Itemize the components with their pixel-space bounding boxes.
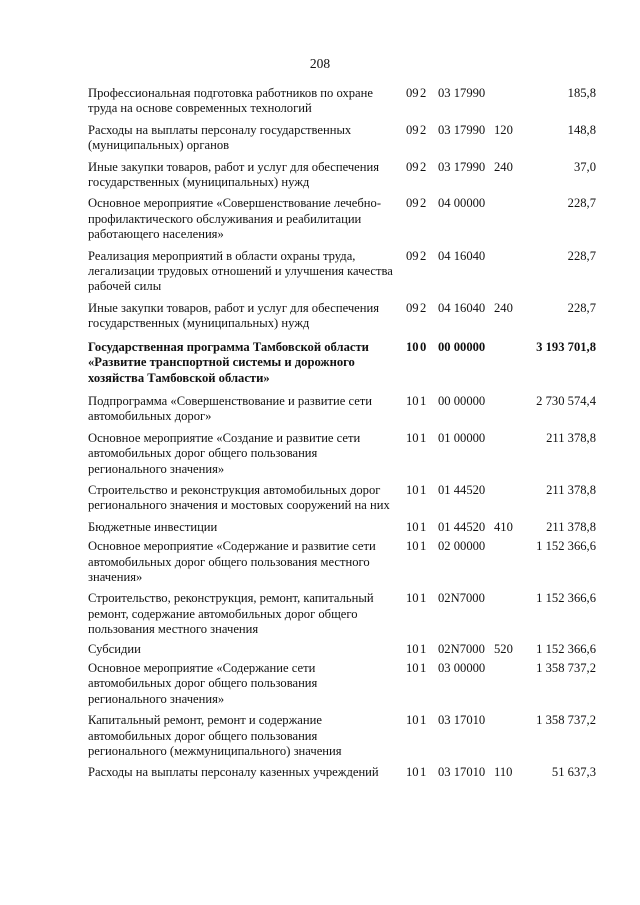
row-codes bbox=[406, 301, 524, 316]
table-row bbox=[88, 483, 608, 514]
table-row bbox=[88, 249, 608, 295]
expense-type-code: 240 bbox=[494, 300, 513, 315]
row-name: Основное мероприятие «Содержание сети автомобильных дорог общего пользования регионального значения» bbox=[88, 661, 318, 706]
budget-table bbox=[88, 86, 608, 781]
row-codes bbox=[406, 160, 524, 175]
table-row bbox=[88, 765, 608, 780]
table-row bbox=[88, 539, 608, 585]
section-code: 10 bbox=[406, 339, 419, 354]
subprogram-code: 2 bbox=[420, 196, 427, 211]
row-name: Иные закупки товаров, работ и услуг для обеспечения государственных (муниципальных) нужд bbox=[88, 300, 380, 331]
subprogram-code: 1 bbox=[420, 641, 427, 656]
subprogram-code: 1 bbox=[420, 393, 427, 408]
row-amount: 148,8 bbox=[567, 122, 596, 137]
row-amount: 51 637,3 bbox=[551, 765, 596, 780]
row-codes bbox=[406, 765, 524, 780]
section-code: 10 bbox=[406, 519, 419, 534]
expense-type-code bbox=[494, 249, 524, 264]
row-name: Основное мероприятие «Совершенствование лечебно-профилактического обслуживания и реабилитации работающего населения» bbox=[88, 196, 382, 242]
row-name: Капитальный ремонт, ремонт и содержание автомобильных дорог общего пользования регионального (межмуниципального) значения bbox=[88, 713, 342, 759]
subprogram-code: 1 bbox=[420, 430, 427, 445]
row-amount: 228,7 bbox=[567, 248, 596, 263]
section-code: 09 bbox=[406, 196, 419, 211]
row-name: Строительство и реконструкция автомобильных дорог регионального значения и мостовых сооружений на них bbox=[88, 482, 390, 513]
expense-type-code bbox=[494, 591, 524, 606]
expense-type-code bbox=[494, 661, 524, 676]
section-code: 09 bbox=[406, 248, 419, 263]
row-name: Иные закупки товаров, работ и услуг для обеспечения государственных (муниципальных) нужд bbox=[88, 159, 380, 190]
subprogram-code: 2 bbox=[420, 300, 427, 315]
section-code: 09 bbox=[406, 159, 419, 174]
table-row bbox=[88, 160, 608, 191]
table-row bbox=[88, 661, 608, 707]
target-code: 02N7000 bbox=[438, 591, 485, 606]
target-code: 04 00000 bbox=[438, 196, 486, 211]
row-amount: 2 730 574,4 bbox=[536, 393, 596, 408]
section-code: 09 bbox=[406, 86, 419, 100]
target-code: 04 16040 bbox=[438, 300, 486, 315]
expense-type-code bbox=[494, 483, 524, 498]
row-amount: 228,7 bbox=[567, 300, 596, 315]
target-code: 00 00000 bbox=[438, 393, 486, 408]
section-code: 10 bbox=[406, 641, 419, 656]
subprogram-code: 1 bbox=[420, 539, 427, 554]
row-codes bbox=[406, 539, 524, 554]
target-code: 00 00000 bbox=[438, 339, 486, 354]
subprogram-code: 1 bbox=[420, 765, 427, 780]
expense-type-code bbox=[494, 340, 524, 355]
row-amount: 211 378,8 bbox=[546, 430, 596, 445]
expense-type-code bbox=[494, 394, 524, 409]
row-amount: 1 152 366,6 bbox=[536, 641, 596, 656]
row-name: Реализация мероприятий в области охраны труда, легализации трудовых отношений и улучшения качества рабочей силы bbox=[88, 248, 393, 294]
page-number: 208 bbox=[309, 56, 331, 71]
expense-type-code bbox=[494, 713, 524, 728]
target-code: 03 17990 bbox=[438, 86, 486, 100]
row-name: Бюджетные инвестиции bbox=[88, 519, 218, 534]
row-codes bbox=[406, 394, 524, 409]
row-codes bbox=[406, 520, 524, 535]
target-code: 03 17990 bbox=[438, 159, 486, 174]
section-code: 10 bbox=[406, 482, 419, 497]
section-code: 10 bbox=[406, 713, 419, 728]
row-codes bbox=[406, 86, 524, 101]
row-amount: 1 358 737,2 bbox=[536, 661, 596, 675]
row-codes bbox=[406, 249, 524, 264]
section-code: 10 bbox=[406, 393, 419, 408]
row-amount: 228,7 bbox=[567, 196, 596, 211]
section-code: 10 bbox=[406, 765, 419, 780]
table-row-program bbox=[88, 340, 608, 386]
target-code: 02N7000 bbox=[438, 641, 485, 656]
table-row bbox=[88, 196, 608, 242]
table-row bbox=[88, 713, 608, 759]
row-name: Строительство, реконструкция, ремонт, капитальный ремонт, содержание автомобильных дорог общего пользования местного значения bbox=[88, 591, 374, 637]
table-row bbox=[88, 642, 608, 657]
target-code: 03 17010 bbox=[438, 713, 486, 728]
row-name: Основное мероприятие «Содержание и развитие сети автомобильных дорог общего пользования местного значения» bbox=[88, 539, 376, 584]
subprogram-code: 1 bbox=[420, 591, 427, 606]
subprogram-code: 2 bbox=[420, 86, 427, 100]
expense-type-code: 410 bbox=[494, 519, 513, 534]
row-amount: 211 378,8 bbox=[546, 519, 596, 534]
expense-type-code: 240 bbox=[494, 159, 513, 174]
subprogram-code: 2 bbox=[420, 159, 427, 174]
row-name: Государственная программа Тамбовской области «Развитие транспортной системы и дорожного хозяйства Тамбовской области» bbox=[88, 339, 369, 385]
expense-type-code bbox=[494, 539, 524, 554]
target-code: 04 16040 bbox=[438, 248, 486, 263]
row-codes bbox=[406, 431, 524, 446]
subprogram-code: 1 bbox=[420, 482, 427, 497]
row-amount: 37,0 bbox=[573, 159, 596, 174]
target-code: 01 44520 bbox=[438, 519, 486, 534]
target-code: 02 00000 bbox=[438, 539, 486, 554]
table-row bbox=[88, 301, 608, 332]
expense-type-code bbox=[494, 86, 524, 101]
row-codes bbox=[406, 483, 524, 498]
expense-type-code bbox=[494, 431, 524, 446]
section-code: 10 bbox=[406, 661, 419, 675]
target-code: 03 17990 bbox=[438, 122, 486, 137]
row-name: Расходы на выплаты персоналу казенных учреждений bbox=[88, 765, 379, 780]
row-amount: 1 152 366,6 bbox=[536, 591, 596, 606]
table-row bbox=[88, 520, 608, 535]
subprogram-code: 1 bbox=[420, 519, 427, 534]
section-code: 09 bbox=[406, 300, 419, 315]
row-codes bbox=[406, 123, 524, 138]
row-amount: 1 358 737,2 bbox=[536, 713, 596, 728]
expense-type-code: 520 bbox=[494, 641, 513, 656]
row-codes bbox=[406, 642, 524, 657]
table-row bbox=[88, 591, 608, 637]
table-row bbox=[88, 123, 608, 154]
expense-type-code: 110 bbox=[494, 765, 513, 780]
section-code: 10 bbox=[406, 539, 419, 554]
target-code: 03 00000 bbox=[438, 661, 486, 675]
table-row bbox=[88, 86, 608, 117]
target-code: 03 17010 bbox=[438, 765, 486, 780]
row-name: Расходы на выплаты персоналу государственных (муниципальных) органов bbox=[88, 122, 352, 153]
row-amount: 185,8 bbox=[567, 86, 596, 100]
subprogram-code: 2 bbox=[420, 122, 427, 137]
target-code: 01 44520 bbox=[438, 482, 486, 497]
expense-type-code bbox=[494, 196, 524, 211]
section-code: 09 bbox=[406, 122, 419, 137]
row-codes bbox=[406, 340, 524, 355]
row-amount: 1 152 366,6 bbox=[536, 539, 596, 554]
row-amount: 211 378,8 bbox=[546, 482, 596, 497]
row-codes bbox=[406, 196, 524, 211]
subprogram-code: 2 bbox=[420, 248, 427, 263]
row-amount: 3 193 701,8 bbox=[536, 339, 596, 354]
row-name: Подпрограмма «Совершенствование и развитие сети автомобильных дорог» bbox=[88, 393, 373, 424]
subprogram-code: 0 bbox=[420, 339, 427, 354]
row-codes bbox=[406, 661, 524, 676]
row-name: Профессиональная подготовка работников по охране труда на основе современных технологий bbox=[88, 86, 373, 116]
row-codes bbox=[406, 713, 524, 728]
row-codes bbox=[406, 591, 524, 606]
row-name: Основное мероприятие «Создание и развитие сети автомобильных дорог общего пользования регионального значения» bbox=[88, 430, 361, 476]
section-code: 10 bbox=[406, 430, 419, 445]
table-row bbox=[88, 394, 608, 425]
subprogram-code: 1 bbox=[420, 713, 427, 728]
target-code: 01 00000 bbox=[438, 430, 486, 445]
subprogram-code: 1 bbox=[420, 661, 427, 675]
expense-type-code: 120 bbox=[494, 122, 513, 137]
section-code: 10 bbox=[406, 591, 419, 606]
row-name: Субсидии bbox=[88, 641, 141, 656]
table-row bbox=[88, 431, 608, 477]
